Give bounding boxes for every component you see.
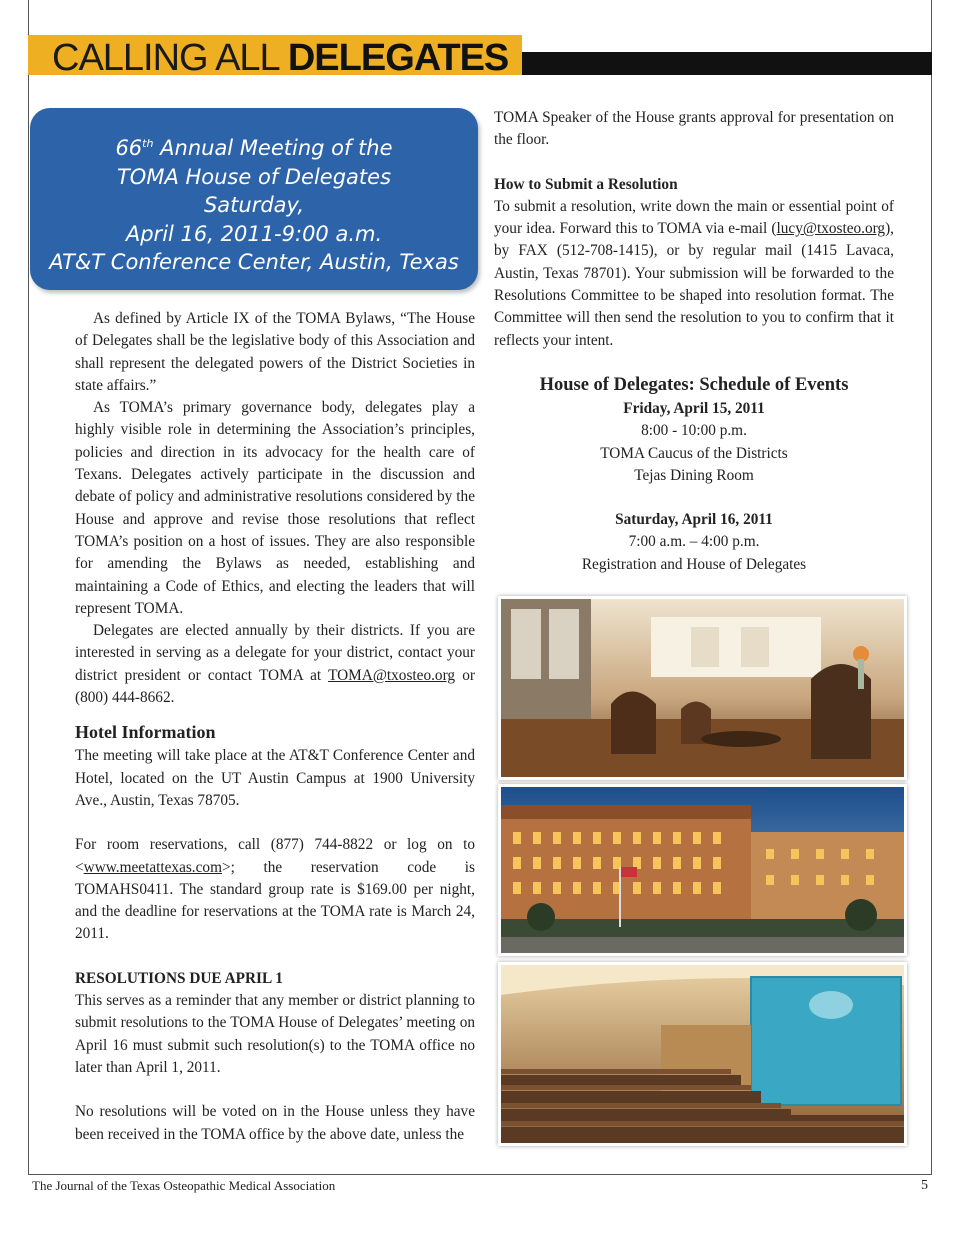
hotel-heading: Hotel Information xyxy=(75,722,216,743)
reservation-paragraph: For room reservations, call (877) 744-8822 or log on to <www.meetattexas.com>; the reservation code is TOMAHS0411. The standard group rate is $169.00 per night, and the deadline for reservations at the TOMA rate is March 24, 2011. xyxy=(75,836,475,943)
page-frame-left xyxy=(28,0,29,1174)
toma-email-link[interactable]: TOMA@txosteo.org xyxy=(328,666,456,684)
banner-line-3: Saturday, xyxy=(203,193,305,217)
continued-paragraph: TOMA Speaker of the House grants approval for presentation on the floor. xyxy=(494,109,894,149)
banner-line-4: April 16, 2011-9:00 a.m. xyxy=(125,221,383,246)
banner-line-2: TOMA House of Delegates xyxy=(116,164,392,189)
schedule-day-2-event: Registration and House of Delegates xyxy=(581,555,807,573)
right-column xyxy=(494,107,894,576)
submit-heading: How to Submit a Resolution xyxy=(494,175,678,193)
section-header xyxy=(28,35,522,75)
schedule-day-2-time: 7:00 a.m. – 4:00 p.m. xyxy=(628,533,760,551)
footer-journal: The Journal of the Texas Osteopathic Medical Association xyxy=(32,1178,336,1193)
auditorium-photo xyxy=(498,962,907,1146)
resolutions-note: No resolutions will be voted on in the House unless they have been received in the TOMA office by the above date, unless the xyxy=(75,1103,475,1143)
hotel-paragraph: The meeting will take place at the AT&T Conference Center and Hotel, located on the UT Austin Campus at 1900 University Ave., Austin, Texas 78705. xyxy=(75,747,475,809)
page-frame-right xyxy=(931,0,932,1174)
schedule xyxy=(494,372,894,576)
schedule-day-1-event: TOMA Caucus of the Districts xyxy=(600,444,788,462)
left-column xyxy=(75,308,475,1146)
schedule-day-1: Friday, April 15, 2011 xyxy=(623,399,765,417)
elections-paragraph: Delegates are elected annually by their districts. If you are interested in serving as a delegate for your district, contact your district president or contact TOMA at TOMA@txosteo.org or (800) 444-8662. xyxy=(75,622,475,707)
schedule-day-1-time: 8:00 - 10:00 p.m. xyxy=(641,422,747,440)
page-frame-bottom xyxy=(28,1174,932,1175)
banner-line-1: 66th Annual Meeting of the xyxy=(115,136,393,160)
bylaws-paragraph: As defined by Article IX of the TOMA Bylaws, “The House of Delegates shall be the legislative body of this Association and shall represent the delegated powers of the District Societies in state affairs.” xyxy=(75,310,475,394)
governance-paragraph: As TOMA’s primary governance body, delegates play a highly visible role in determining the Association’s principles, policies and direction in its advocacy for the health care of Texans. Delegates actively participate in the discussion and debate of policy and administrative resolutions considered by the House and approve and revise those resolutions that reflect TOMA’s position on a host of issues. They are also responsible for amending the Bylaws as needed, establishing and maintaining a Code of Ethics, and electing the leaders that will represent TOMA. xyxy=(75,399,475,617)
hotel-website-link[interactable]: www.meetattexas.com xyxy=(83,858,222,876)
schedule-day-1-place: Tejas Dining Room xyxy=(634,466,754,484)
submit-paragraph: To submit a resolution, write down the main or essential point of your idea. Forward this to TOMA via e-mail (lucy@txosteo.org), by FAX (512-708-1415), or by regular mail (1415 Lavaca, Austin, Texas 78701). Your submission will be forwarded to the Resolutions Committee to be shaped into resolution format. The Committee will then send the resolution to you to confirm that it reflects your intent. xyxy=(494,197,894,349)
lucy-email-link[interactable]: lucy@txosteo.org xyxy=(776,220,886,238)
header-title-bold: DELEGATES xyxy=(287,37,509,75)
header-rule xyxy=(522,52,932,75)
meeting-banner xyxy=(30,108,478,290)
lounge-photo xyxy=(498,596,907,780)
header-title-light: CALLING ALL xyxy=(52,37,288,75)
hotel-exterior-photo xyxy=(498,784,907,956)
page-number: 5 xyxy=(921,1178,928,1193)
schedule-day-2: Saturday, April 16, 2011 xyxy=(615,511,773,529)
resolutions-heading: RESOLUTIONS DUE APRIL 1 xyxy=(75,969,283,987)
schedule-title: House of Delegates: Schedule of Events xyxy=(539,374,849,395)
banner-line-5: AT&T Conference Center, Austin, Texas xyxy=(49,250,459,274)
resolutions-paragraph: This serves as a reminder that any member or district planning to submit resolutions to the TOMA House of Delegates’ meeting on April 16 must submit such resolution(s) to the TOMA office no later than April 1, 2011. xyxy=(75,992,475,1076)
